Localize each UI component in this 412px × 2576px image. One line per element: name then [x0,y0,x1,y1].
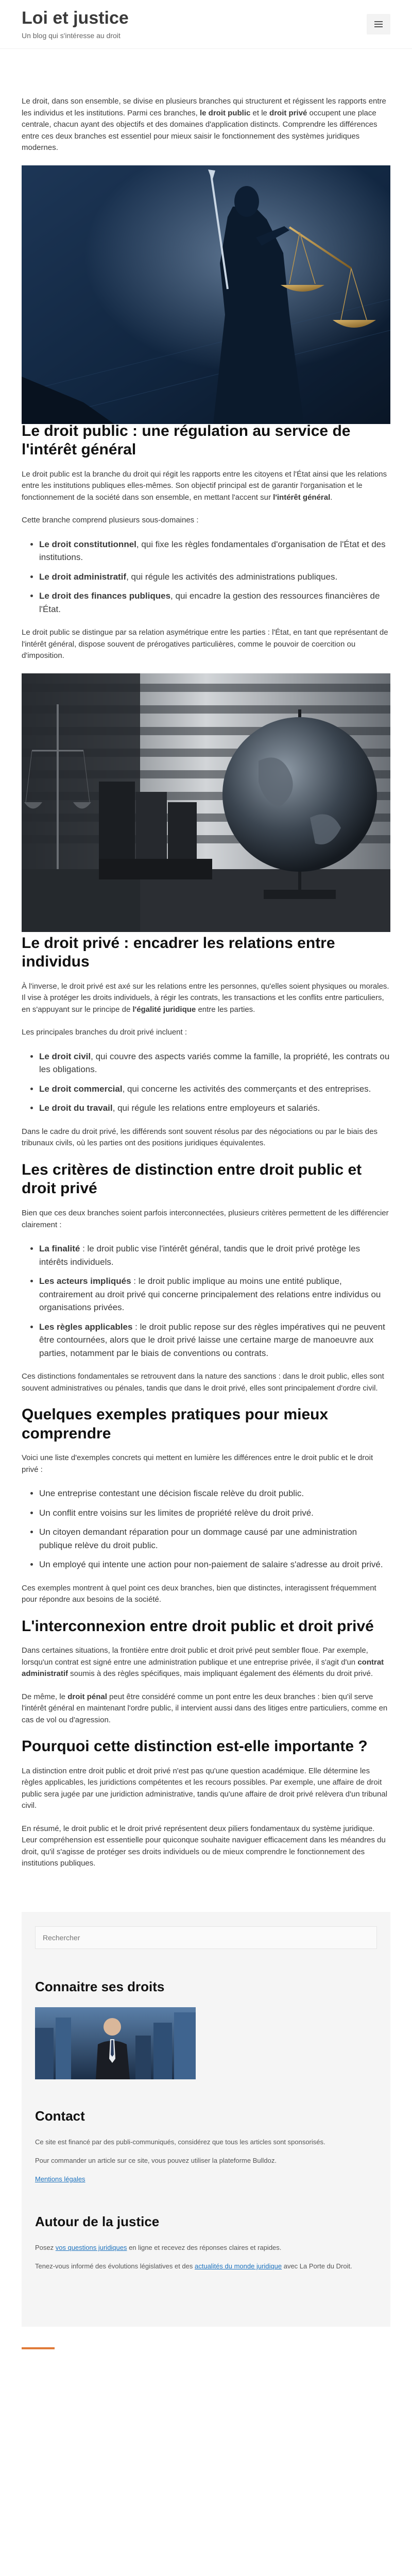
mentions-legales-link[interactable]: Mentions légales [35,2175,85,2183]
public-paragraph-1: Le droit public est la branche du droit qui régit les rapports entre les citoyens et l'État ainsi que les relations entre les institutions publiques elles-mêmes. Son objectif principal est de garantir l'organisation et le fonctionnement de la société dans son ensemble, en mettant l'accent sur l'intérêt général. [22,469,387,502]
pourquoi-paragraph-1: La distinction entre droit public et droit privé n'est pas qu'une question académique. Elle détermine les règles applicables, les juridictions compétentes et les recours possibles. Par exemple, une affaire de droit public sera jugée par une juridiction administrative, tandis qu'une affaire de droit privé relèvera d'un tribunal civil. [22,1766,388,1810]
footer-accent-bar [22,2347,55,2349]
site-title[interactable]: Loi et justice [22,8,129,28]
site-header [0,0,412,48]
list-item: • Le droit du travail, qui régule les relations entre employeurs et salariés. [39,1101,390,1115]
widget-connaitre-droits [35,1979,377,2079]
list-item: • Le droit des finances publiques, qui encadre la gestion des ressources financières de l'État. [39,589,390,616]
sidebar [22,1912,390,2327]
pourquoi-paragraph-2: En résumé, le droit public et le droit privé représentent deux piliers fondamentaux du système juridique. Leur compréhension est essentielle pour quiconque souhaite naviguer efficacement dans les méandres du droit, qu'il s'agisse de protéger ses droits individuels ou de mieux comprendre le fonctionnement des institutions publiques. [22,1824,386,1868]
autour-text-2: Tenez-vous informé des évolutions législatives et des actualités du monde juridique avec La Porte du Droit. [35,2262,352,2270]
contact-text-1: Ce site est financé par des publi-communiqués, considérez que tous les articles sont sponsorisés. [35,2138,325,2146]
site-tagline: Un blog qui s'intéresse au droit [22,31,121,40]
public-paragraph-2: Cette branche comprend plusieurs sous-domaines : [22,516,199,525]
actualites-juridique-link[interactable]: actualités du monde juridique [195,2262,282,2270]
interconnexion-paragraph-1: Dans certaines situations, la frontière entre droit public et droit privé peut sembler floue. Par exemple, lorsqu'un contrat est signé entre une administration publique et une entreprise privée, il s'agit d'un contrat administratif soumis à des règles spécifiques, mais impliquant également des éléments du droit privé. [22,1646,384,1679]
list-item: • Une entreprise contestant une décision fiscale relève du droit public. [39,1487,390,1500]
criteres-paragraph-2: Ces distinctions fondamentales se retrouvent dans la nature des sanctions : dans le droit public, elles sont souvent administratives ou pénales, tandis que dans le droit privé, elles sont principalement d'ordre civil. [22,1372,384,1393]
heading-droit-public: Le droit public : une régulation au service de l'intérêt général [22,422,351,459]
widget-title: Connaitre ses droits [35,1978,165,1994]
list-item: • Le droit civil, qui couvre des aspects variés comme la famille, la propriété, les contrats ou les obligations. [39,1050,390,1076]
prive-paragraph-2: Les principales branches du droit privé incluent : [22,1028,187,1037]
criteres-paragraph-1: Bien que ces deux branches soient parfois interconnectées, plusieurs critères permettent de les différencier clairement : [22,1209,389,1229]
widget-autour-justice [35,2214,377,2272]
intro-paragraph: Le droit, dans son ensemble, se divise en plusieurs branches qui structurent et régissent les rapports entre les individus et les institutions. Parmi ces branches, le droit public et le droit privé occupent une place centrale, chacun ayant des objectifs et des domaines d'application distincts. Comprendre les différences entre ces deux branches est essentiel pour mieux saisir le fonctionnement des systèmes juridiques modernes. [22,97,386,152]
article [0,48,412,1912]
list-item: • Le droit commercial, qui concerne les activités des commerçants et des entreprises. [39,1082,390,1096]
list-item: • Un employé qui intente une action pour non-paiement de salaire s'adresse au droit privé. [39,1558,390,1571]
exemples-paragraph-2: Ces exemples montrent à quel point ces deux branches, bien que distinctes, interagissent fréquemment pour répondre aux besoins de la société. [22,1583,376,1604]
heading-pourquoi: Pourquoi cette distinction est-elle importante ? [22,1738,368,1755]
list-item: • Le droit administratif, qui régule les activités des administrations publiques. [39,570,390,584]
heading-criteres: Les critères de distinction entre droit public et droit privé [22,1161,362,1197]
widget-title: Contact [35,2108,85,2124]
widget-contact [35,2108,377,2185]
brand [22,9,129,39]
list-item: • Un citoyen demandant réparation pour un dommage causé par une administration publique relève du droit public. [39,1526,390,1552]
list-item: • La finalité : le droit public vise l'intérêt général, tandis que le droit privé protège les intérêts individuels. [39,1242,390,1268]
menu-toggle-button[interactable] [367,14,390,35]
list-item: • Les règles applicables : le droit public repose sur des règles impératives qui ne peuvent être contournées, alors que le droit privé laisse une certaine marge de manoeuvre aux parties, notamment par le biais de conventions ou contrats. [39,1320,390,1360]
contact-text-2: Pour commander un article sur ce site, vous pouvez utiliser la plateforme Bulldoz. [35,2157,277,2165]
exemples-list [39,1487,390,1571]
heading-interconnexion: L'interconnexion entre droit public et droit privé [22,1617,374,1635]
public-list [39,538,390,616]
list-item: • Un conflit entre voisins sur les limites de propriété relève du droit privé. [39,1506,390,1520]
list-item: • Le droit constitutionnel, qui fixe les règles fondamentales d'organisation de l'État et des institutions. [39,538,390,564]
prive-paragraph-3: Dans le cadre du droit privé, les différends sont souvent résolus par des négociations ou par le biais des tribunaux civils, où les parties ont des positions juridiques équivalentes. [22,1127,377,1148]
exemples-paragraph-1: Voici une liste d'exemples concrets qui mettent en lumière les différences entre le droit public et le droit privé : [22,1453,373,1474]
criteres-list [39,1242,390,1360]
autour-text-1: Posez vos questions juridiques en ligne et recevez des réponses claires et rapides. [35,2244,282,2252]
bottom-strip [0,2367,412,2379]
city-business-image[interactable] [35,2007,196,2079]
menu-icon [374,21,383,27]
footer [22,2327,390,2367]
heading-droit-prive: Le droit privé : encadrer les relations entre individus [22,934,335,971]
public-paragraph-3: Le droit public se distingue par sa relation asymétrique entre les parties : l'État, en tant que représentant de l'intérêt général, dispose souvent de prérogatives particulières, comme le pouvoir de coercition ou d'imposition. [22,628,388,660]
search-input[interactable] [35,1926,377,1949]
heading-exemples: Quelques exemples pratiques pour mieux comprendre [22,1406,329,1442]
prive-paragraph-1: À l'inverse, le droit privé est axé sur les relations entre les personnes, qu'elles soient physiques ou morales. Il vise à protéger les droits individuels, à régir les contrats, les transactions et les conflits entre particuliers, en s'appuyant sur le principe de l'égalité juridique entre les parties. [22,981,389,1014]
prive-list [39,1050,390,1115]
list-item: • Les acteurs impliqués : le droit public implique au moins une entité publique, contrairement au droit privé qui concerne principalement des relations entre individus ou organisations privées. [39,1275,390,1314]
widget-title: Autour de la justice [35,2214,160,2230]
questions-juridiques-link[interactable]: vos questions juridiques [55,2244,127,2252]
interconnexion-paragraph-2: De même, le droit pénal peut être considéré comme un pont entre les deux branches : bien qu'il serve l'intérêt général en maintenant l'ordre public, il intervient aussi dans des litiges entre particuliers, comme en cas de vol ou d'agression. [22,1692,388,1724]
justice-statue-image [22,165,390,424]
globe-law-books-image [22,673,390,932]
